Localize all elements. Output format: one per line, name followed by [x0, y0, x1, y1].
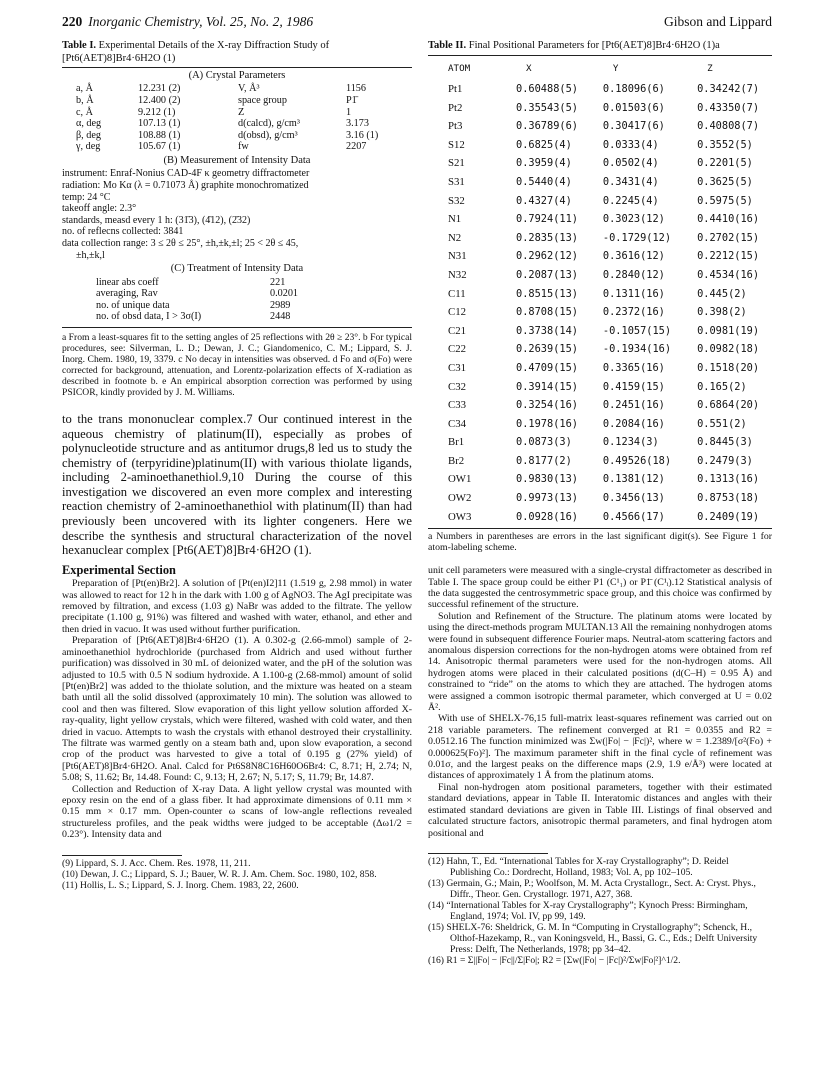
table-cell: Pt1: [448, 83, 463, 95]
table-cell: 0.5975(5): [697, 194, 753, 207]
measurement-line: standards, measd every 1 h: (31̄3), (4̄12), (2̄32): [62, 214, 251, 226]
table-cell: 0.2451(16): [602, 399, 665, 412]
table-cell: a, Å: [76, 83, 93, 95]
column-header: Z: [707, 62, 713, 74]
table-cell: C33: [448, 399, 466, 412]
table1-caption: Table I. Experimental Details of the X-ray Diffraction Study of [Pt6(AET)8]Br4·6H2O (1): [62, 40, 330, 64]
table-cell: d(obsd), g/cm³: [238, 129, 298, 141]
table-cell: S12: [448, 138, 465, 151]
table-row: [428, 99, 772, 118]
measurement-line: radiation: Mo Kα (λ = 0.71073 Å) graphite monochromatized: [62, 179, 309, 191]
table-cell: 0.35543(5): [516, 101, 578, 114]
column-header: X: [526, 62, 532, 74]
table-cell: 0.3365(16): [602, 361, 665, 374]
table-cell: 0.9830(13): [516, 473, 578, 486]
table-cell: 0.3738(14): [516, 324, 578, 337]
table-cell: 2448: [270, 311, 291, 323]
table-cell: 0.0873(3): [516, 436, 572, 449]
table-cell: space group: [238, 95, 287, 106]
table-row: [428, 136, 772, 155]
right-column: [428, 40, 772, 966]
paragraph: Final non-hydrogen atom positional parameters, together with their estimated standard deviations, appear in Table II. Interatomic distances and angles with their estimated standard deviations are given in Table III. Listings of final observed and calculated structure factors, anisotropic thermal parameters, and final hydrogen atom positional and: [428, 781, 772, 839]
table-cell: 0.2084(16): [602, 417, 665, 430]
right-body-text: [428, 565, 772, 839]
table-cell: 2207: [346, 141, 367, 153]
table-cell: N1: [448, 213, 462, 226]
treatment-row: [96, 288, 334, 300]
measurement-line: temp: 24 °C: [62, 191, 111, 203]
table-cell: 0.2212(15): [697, 250, 760, 263]
table-row: [428, 191, 772, 210]
table-cell: N32: [448, 268, 467, 281]
table-cell: P1̄: [346, 95, 357, 106]
crystal-param-row: [76, 83, 410, 95]
table-cell: c, Å: [76, 106, 93, 118]
table-cell: 0.8515(13): [516, 287, 578, 300]
reference: (14) “International Tables for X-ray Crystallography”; Kynoch Press: Birmingham, England, 1974; Vol. IV, pp 99, 149.: [428, 899, 748, 922]
table-cell: linear abs coeff: [96, 276, 159, 288]
header-left: [62, 14, 313, 30]
table-cell: 3.173: [346, 118, 369, 130]
treatment-table: [96, 277, 334, 323]
table-cell: 0.1313(16): [697, 473, 760, 486]
crystal-parameters-table: [76, 83, 410, 153]
table-cell: 0.3023(12): [602, 213, 665, 226]
table-row: [428, 489, 772, 508]
measurement-line: data collection range: 3 ≤ 2θ ≤ 25°, ±h,±k,±l; 25 < 2θ ≤ 45,: [62, 237, 299, 249]
crystal-param-row: [76, 130, 410, 142]
paragraph: With use of SHELX-76,15 full-matrix least-squares refinement was carried out on 218 variable parameters. The refinement converged at R1 = 0.0355 and R2 = 0.0512.16 The function minimized was Σw(|Fo| − |Fc|)², where w = 1.2389/[σ²(Fo) + 0.000625(Fo)²]. The maximum parameter shift in the final cycle of refinement was 0.01σ, and the largest peaks on the difference maps (2.9, 1.9 e/Å³) were located at distances of approximately 1 Å from the platinum atoms.: [428, 713, 772, 782]
table-cell: C11: [448, 287, 466, 300]
journal-citation: Inorganic Chemistry, Vol. 25, No. 2, 1986: [88, 14, 314, 29]
table-cell: 221: [270, 276, 286, 288]
table-cell: 0.445(2): [697, 287, 747, 300]
table-cell: OW3: [448, 510, 472, 523]
table-cell: 0.2087(13): [516, 268, 578, 281]
measurement-line: takeoff angle: 2.3°: [62, 203, 137, 215]
table-cell: 105.67 (1): [138, 141, 181, 153]
table1-section-c-heading: (C) Treatment of Intensity Data: [170, 263, 304, 275]
table-cell: 0.5440(4): [516, 175, 572, 188]
table1-section-a-heading: (A) Crystal Parameters: [188, 70, 286, 81]
table-cell: d(calcd), g/cm³: [238, 118, 300, 130]
table-cell: 0.36789(6): [516, 120, 578, 133]
table-cell: 0.3616(12): [602, 250, 665, 263]
table-cell: N2: [448, 231, 462, 244]
table-cell: 0.0201: [270, 288, 299, 300]
table-cell: 0.0333(4): [602, 138, 659, 151]
table-cell: C21: [448, 324, 466, 337]
table-cell: 0.8177(2): [516, 454, 572, 467]
table-cell: 0.4327(4): [516, 194, 572, 207]
table-row: [428, 359, 772, 378]
positional-parameters-table: [428, 58, 772, 527]
table2-caption: Table II. Final Positional Parameters for [Pt6(AET)8]Br4·6H2O (1)a: [428, 40, 720, 51]
table-cell: 0.165(2): [697, 380, 747, 393]
table-cell: -0.1057(15): [602, 324, 672, 337]
divider: [62, 855, 182, 856]
reference: (11) Hollis, L. S.; Lippard, S. J. Inorg. Chem. 1983, 22, 2600.: [62, 879, 299, 891]
table-cell: 0.2245(4): [602, 194, 659, 207]
table-row: [428, 508, 772, 527]
table-cell: 0.7924(11): [516, 213, 578, 226]
table-cell: S31: [448, 175, 465, 188]
measurement-list: [62, 168, 412, 261]
reference: (9) Lippard, S. J. Acc. Chem. Res. 1978, 11, 211.: [62, 857, 251, 869]
table-cell: 0.1234(3): [602, 436, 659, 449]
table2-footnote: a Numbers in parentheses are errors in the last significant digit(s). See Figure 1 for atom-labeling scheme.: [428, 531, 772, 554]
table-cell: 12.400 (2): [138, 95, 181, 106]
header-authors: Gibson and Lippard: [664, 14, 772, 29]
treatment-row: [96, 311, 334, 323]
intro-paragraph: to the trans mononuclear complex.7 Our continued interest in the aqueous chemistry of platinum(II), especially as probes of polynucleotide structure and as antitumor drugs,8 led us to study the chemistry of (terpyridine)platinum(II) with various thiolate ligands, including 2-aminoethanethiol.9,10 During the course of this investigation we discovered an even more complex and interesting reaction chemistry of 2-aminoethanethiol with platinum(II) than had previously been uncovered with its lighter congeners. Here we describe the synthesis and structural characterization of the novel hexanuclear complex [Pt6(AET)8]Br4·6H2O (1).: [62, 411, 412, 558]
table-cell: 2989: [270, 299, 291, 311]
table-cell: no. of obsd data, I > 3σ(I): [96, 311, 202, 323]
table-row: [428, 229, 772, 248]
table-cell: β, deg: [76, 129, 101, 141]
table-cell: 0.3552(5): [697, 138, 753, 151]
table-cell: 0.8445(3): [697, 436, 753, 449]
table-cell: Br2: [448, 454, 465, 467]
table-row: [428, 284, 772, 303]
table-cell: 0.1381(12): [602, 473, 665, 486]
divider: [62, 327, 412, 328]
table-cell: 0.2201(5): [697, 157, 753, 170]
table-cell: C32: [448, 380, 466, 393]
table-row: [428, 266, 772, 285]
table-header-row: [428, 58, 772, 80]
table-cell: 0.2479(3): [697, 454, 753, 467]
table-cell: OW2: [448, 492, 472, 505]
table-cell: N31: [448, 250, 467, 263]
measurement-line: no. of reflecns collected: 3841: [62, 226, 184, 238]
experimental-paragraph: Preparation of [Pt6(AET)8]Br4·6H2O (1). A 0.302-g (2.66-mmol) sample of 2-aminoethanethiol hydrochloride (purchased from Aldrich and used without further purification) was dissolved in 30 mL of deionized water, and the pH of the solution was adjusted to 10.5 with 0.5 N sodium hydroxide. A 1.100-g (2.68-mmol) amount of solid [Pt(en)Br2] was added to the thiolate solution, and the mixture was heated on a steam bath until all the solid dissolved (approximately 10 min). The solution was allowed to cool and then was filtered. Slow evaporation of this light yellow solution afforded X-ray-quality, light yellow crystals, which were filtered, washed with cold water, and then dried in vacuo. Attempts to wash the crystals with ethanol destroyed their crystallinity. The filtrate was warmed gently on a steam bath and, upon slow evaporation, a second crop of the product was harvested to give a total of 0.195 g (27% yield) of [Pt6(AET)8]Br4·6H2O. Anal. Calcd for Pt6S8N8C16H60O6Br4: C, 8.71; H, 2.74; N, 5.08; S, 11.62; Br, 14.48. Found: C, 9.13; H, 2.67; N, 5.17; S, 11.79; Br, 14.87.: [62, 635, 412, 784]
table-cell: 0.2372(16): [602, 306, 665, 319]
table-cell: 0.1311(16): [602, 287, 665, 300]
measurement-line: ±h,±k,l: [76, 249, 105, 261]
table-cell: 0.551(2): [697, 417, 747, 430]
measurement-line: instrument: Enraf-Nonius CAD-4F κ geometry diffractometer: [62, 168, 310, 180]
table-cell: 1156: [346, 83, 366, 95]
table-cell: 0.2962(12): [516, 250, 578, 263]
table-row: [428, 470, 772, 489]
table-cell: 3.16 (1): [346, 129, 379, 141]
treatment-row: [96, 300, 334, 312]
table-cell: α, deg: [76, 118, 102, 130]
table-cell: Pt2: [448, 101, 463, 114]
table-cell: 0.398(2): [697, 306, 747, 319]
crystal-param-row: [76, 107, 410, 119]
table-cell: 0.1978(16): [516, 417, 578, 430]
table-cell: 0.3431(4): [602, 175, 659, 188]
table-cell: averaging, Rav: [96, 288, 158, 300]
table-cell: 0.30417(6): [602, 120, 665, 133]
table-cell: Pt3: [448, 120, 463, 133]
table-row: [428, 452, 772, 471]
table-cell: 0.6825(4): [516, 138, 572, 151]
table-cell: S32: [448, 194, 465, 207]
table-cell: C12: [448, 306, 466, 319]
table-cell: b, Å: [76, 95, 94, 106]
experimental-paragraph: Collection and Reduction of X-ray Data. A light yellow crystal was mounted with epoxy resin on the end of a glass fiber. It had approximate dimensions of 0.11 mm × 0.15 mm × 0.17 mm. Open-counter ω scans of low-angle reflections revealed structureless profiles, and the peak widths were judged to be acceptable (Δω1/2 = 0.23°). Intensity data and: [62, 783, 412, 841]
table-row: [428, 415, 772, 434]
table-row: [428, 433, 772, 452]
table-row: [428, 303, 772, 322]
table-cell: 0.3254(16): [516, 399, 578, 412]
experimental-paragraph: Preparation of [Pt(en)Br2]. A solution of [Pt(en)I2]11 (1.519 g, 2.98 mmol) in water was allowed to react for 12 h in the dark with 1.00 g of AgNO3. The AgI precipitate was removed by filtration, and excess (1.03 g) NaBr was added to the filtrate. The yellow precipitate (1.100 g, 91%) was filtered and washed with water, ethanol, and ether and then dried in vacuo. It was used without further purification.: [62, 578, 412, 635]
table-cell: S21: [448, 157, 465, 170]
page-number: 220: [62, 14, 83, 29]
table-cell: 0.3914(15): [516, 380, 578, 393]
table-cell: OW1: [448, 473, 472, 486]
table-cell: fw: [238, 141, 249, 153]
table-cell: 107.13 (1): [138, 118, 181, 130]
table-cell: 0.34242(7): [697, 83, 760, 95]
page-header: [62, 14, 772, 34]
table-cell: 9.212 (1): [138, 106, 176, 118]
table-row: [428, 80, 772, 99]
references-left: [62, 858, 412, 891]
divider: [428, 853, 548, 854]
table-cell: 0.0502(4): [602, 157, 659, 170]
table-cell: -0.1729(12): [602, 231, 672, 244]
table-row: [428, 396, 772, 415]
table-cell: 0.0982(18): [697, 343, 760, 356]
table-cell: γ, deg: [76, 141, 101, 153]
table-cell: 0.0928(16): [516, 510, 578, 523]
table-cell: 0.4159(15): [602, 380, 665, 393]
references-right: [428, 856, 772, 966]
crystal-param-row: [76, 141, 410, 153]
table-row: [428, 117, 772, 136]
column-header: ATOM: [448, 62, 471, 74]
table1-section-b-heading: (B) Measurement of Intensity Data: [163, 154, 311, 166]
paragraph: unit cell parameters were measured with a single-crystal diffractometer as described in Table I. The space group could be either P1 (C¹₁) or P1̄ (C¹ᵢ).12 Statistical analysis of the data suggested the centrosymmetric space group, and this choice was confirmed by successful refinement of the structure.: [428, 565, 772, 611]
table-cell: 0.4410(16): [697, 213, 760, 226]
reference: (15) SHELX-76: Sheldrick, G. M. In “Computing in Crystallography”; Schenck, H., Olthof-Hazekamp, R., van Koningsveld, H., Bassi, G. C., Eds.; Delft University Press: Delft, The Netherlands, 1978; pp 34–42.: [428, 921, 758, 955]
table-cell: 0.4566(17): [602, 510, 665, 523]
table-cell: C22: [448, 343, 466, 356]
left-column: [62, 40, 412, 891]
table-cell: 0.9973(13): [516, 492, 578, 505]
table-cell: C34: [448, 417, 466, 430]
paragraph: Solution and Refinement of the Structure. The platinum atoms were located by using the direct-methods program MULTAN.13 All the remaining nonhydrogen atoms were found in subsequent difference Fourier maps. Neutral-atom scattering factors and anomalous dispersion corrections for the non-hydrogen atoms were obtained from ref 14. Anisotropic thermal parameters were used for the non-hydrogen atoms. All hydrogen atoms were placed in their calculated positions (d(C–H) = 0.95 Å) and constrained to “ride” on the atoms to which they are attached. The hydrogen atoms were assigned a common isotropic thermal parameter, which converged at U = 0.02 Å².: [428, 610, 772, 714]
table-cell: 0.4709(15): [516, 361, 578, 374]
table-cell: 0.01503(6): [602, 101, 665, 114]
table-cell: 0.2840(12): [602, 268, 665, 281]
divider: [428, 55, 772, 56]
table-row: [428, 173, 772, 192]
table-row: [428, 154, 772, 173]
table-cell: 0.2639(15): [516, 343, 578, 356]
table-cell: 0.1518(20): [697, 361, 760, 374]
table-cell: 0.8753(18): [697, 492, 760, 505]
table-cell: C31: [448, 361, 466, 374]
table-row: [428, 210, 772, 229]
table-cell: 0.8708(15): [516, 306, 578, 319]
table-cell: 0.40808(7): [697, 120, 760, 133]
table1-footnote: a From a least-squares fit to the setting angles of 25 reflections with 2θ ≥ 23°. b For typical procedures, see: Silverman, L. D.; Dewan, J. C.; Giandomenico, C. M.; Lippard, S. J. Inorg. Chem. 1980, 19, 3379. c No decay in intensities was observed. d Fo and σ(Fo) were corrected for background, attenuation, and Lorentz-polarization effects of X-radiation as described in footnote b. e An empirical absorption correction was performed by using PSICOR, kindly provided by J. M. Williams.: [62, 331, 412, 398]
table-cell: 0.6864(20): [697, 399, 760, 412]
treatment-row: [96, 277, 334, 289]
table-cell: 0.18096(6): [602, 83, 665, 95]
table-cell: 108.88 (1): [138, 129, 181, 141]
table-row: [428, 340, 772, 359]
table-cell: -0.1934(16): [602, 343, 672, 356]
table-cell: 0.43350(7): [697, 101, 760, 114]
table-cell: 0.4534(16): [697, 268, 760, 281]
table-cell: no. of unique data: [96, 299, 170, 311]
table-cell: 0.3625(5): [697, 175, 753, 188]
table-cell: 12.231 (2): [138, 83, 181, 95]
table-cell: 0.2702(15): [697, 231, 760, 244]
table-cell: Br1: [448, 436, 465, 449]
reference: (10) Dewan, J. C.; Lippard, S. J.; Bauer, W. R. J. Am. Chem. Soc. 1980, 102, 858.: [62, 868, 377, 880]
table-cell: 0.60488(5): [516, 83, 578, 95]
crystal-param-row: [76, 118, 410, 130]
table-row: [428, 377, 772, 396]
reference: (13) Germain, G.; Main, P.; Woolfson, M. M. Acta Crystallogr., Sect. A: Cryst. Phys., Diffr., Theor. Gen. Crystallogr. 1971, A27, 368.: [428, 877, 756, 900]
table-row: [428, 322, 772, 341]
table-cell: 0.0981(19): [697, 324, 760, 337]
divider: [428, 528, 772, 529]
table-cell: 0.3959(4): [516, 157, 572, 170]
table-cell: 0.3456(13): [602, 492, 665, 505]
experimental-text: [62, 578, 412, 840]
reference: (12) Hahn, T., Ed. “International Tables for X-ray Crystallography”; D. Reidel Publishing Co.: Dordrecht, Holland, 1983; Vol. A, pp 102–105.: [428, 855, 729, 878]
table-cell: 0.49526(18): [602, 454, 672, 467]
crystal-param-row: [76, 95, 410, 107]
table-cell: 1: [346, 106, 352, 118]
reference: (16) R1 = Σ||Fo| − |Fc||/Σ|Fo|; R2 = [Σw(|Fo| − |Fc|)²/Σw|Fo|²]^1/2.: [428, 954, 681, 966]
table-cell: 0.2409(19): [697, 510, 760, 523]
experimental-heading: Experimental Section: [62, 562, 176, 577]
table-cell: Z: [238, 106, 245, 118]
table-row: [428, 247, 772, 266]
divider: [62, 67, 412, 68]
column-header: Y: [612, 62, 619, 74]
table-cell: V, Å³: [238, 83, 260, 95]
table-cell: 0.2835(13): [516, 231, 578, 244]
